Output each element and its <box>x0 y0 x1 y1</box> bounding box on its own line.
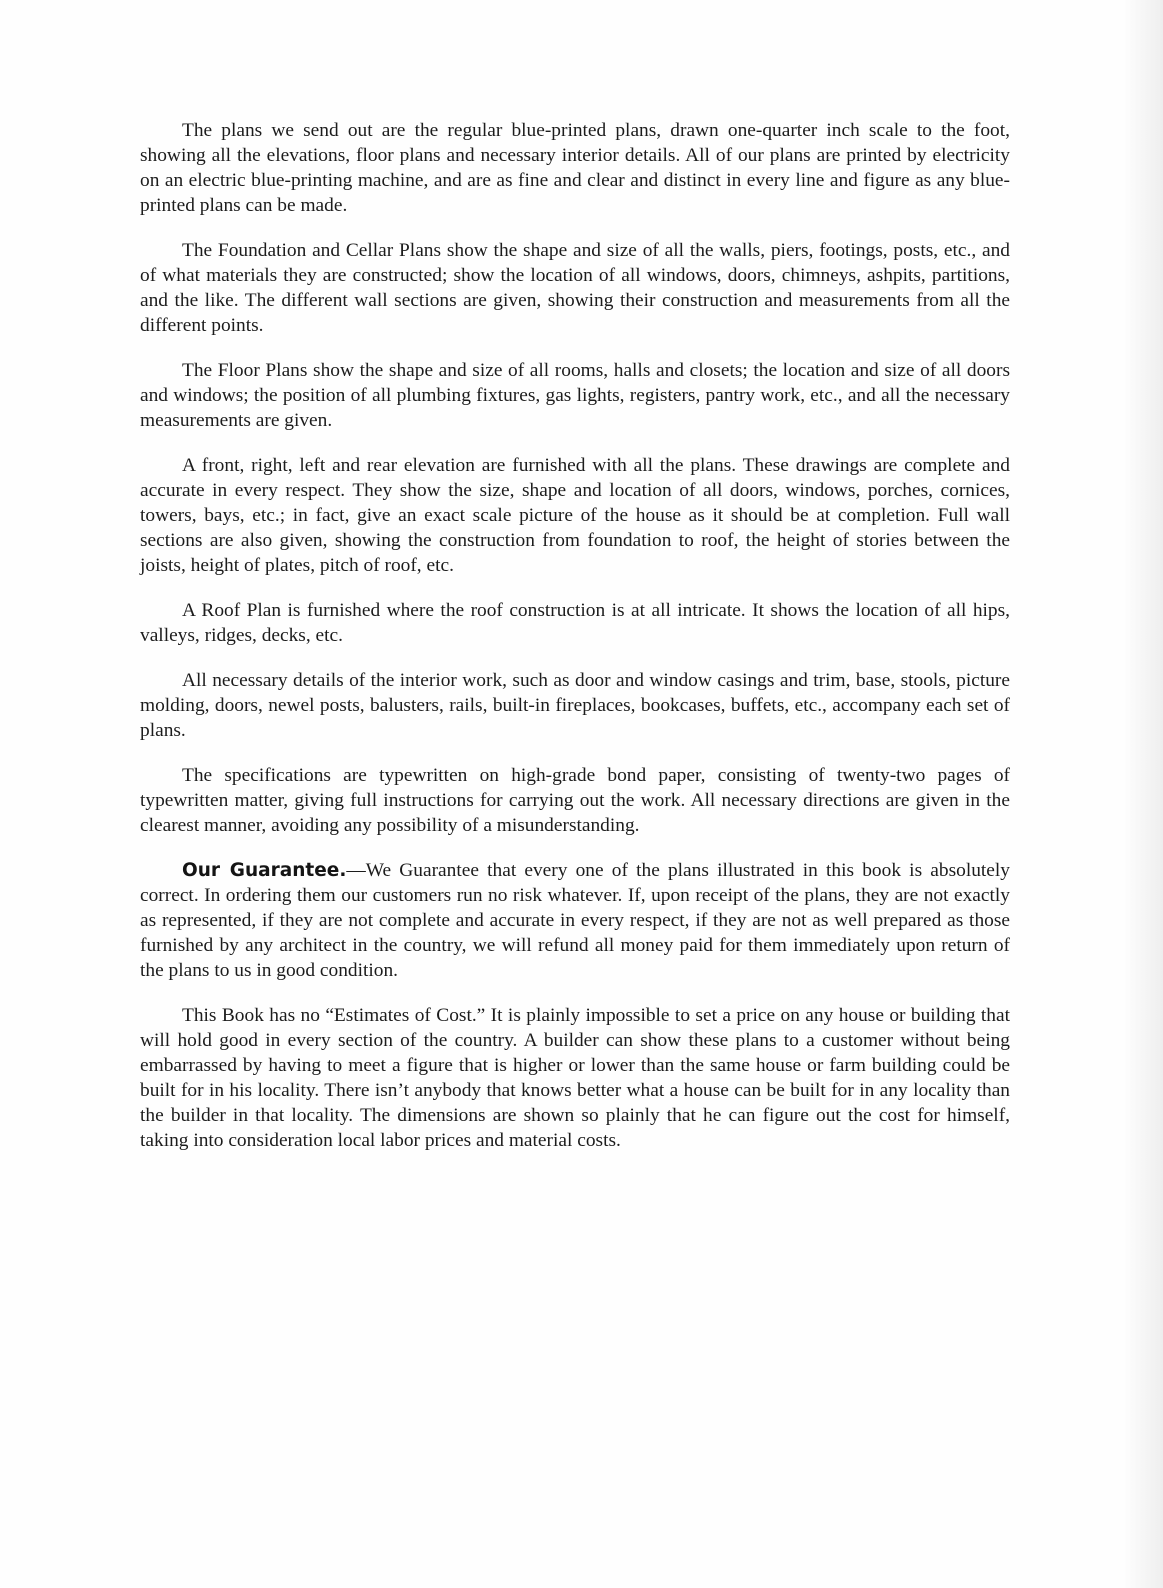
guarantee-text: —We Guarantee that every one of the plans illustrated in this book is absolutely correct. In ordering them our customers run no risk whatever. If, upon receipt of the plans, they are not exactly as represented, if they are not complete and accurate in every respect, if they are not as well prepared as those furnished by any architect in the country, we will refund all money paid for them immediately upon return of the plans to us in good condition. <box>140 860 1010 981</box>
body-text <box>140 118 1010 1173</box>
page-edge-shadow <box>1123 0 1163 1588</box>
paragraph-foundation-plans: The Foundation and Cellar Plans show the shape and size of all the walls, piers, footings, posts, etc., and of what materials they are constructed; show the location of all windows, doors, chimneys, ashpits, partitions, and the like. The different wall sections are given, showing their construction and measurements from all the different points. <box>140 240 1010 336</box>
paragraph-floor-plans: The Floor Plans show the shape and size of all rooms, halls and closets; the location and size of all doors and windows; the position of all plumbing fixtures, gas lights, registers, pantry work, etc., and all the necessary measurements are given. <box>140 360 1010 431</box>
paragraph-estimates: This Book has no “Estimates of Cost.” It is plainly impossible to set a price on any house or building that will hold good in every section of the country. A builder can show these plans to a customer without being embarrassed by having to meet a figure that is higher or lower than the same house or farm building could be built for in his locality. There isn’t anybody that knows better what a house can be built for in any locality than the builder in that locality. The dimensions are shown so plainly that he can figure out the cost for himself, taking into consideration local labor prices and material costs. <box>140 1005 1010 1151</box>
paragraph-interior-details: All necessary details of the interior work, such as door and window casings and trim, base, stools, picture molding, doors, newel posts, balusters, rails, built-in fireplaces, bookcases, buffets, etc., accompany each set of plans. <box>140 670 1010 741</box>
paragraph-blueprints: The plans we send out are the regular blue-printed plans, drawn one-quarter inch scale to the foot, showing all the elevations, floor plans and necessary interior details. All of our plans are printed by electricity on an electric blue-printing machine, and are as fine and clear and distinct in every line and figure as any blue-printed plans can be made. <box>140 120 1010 216</box>
paragraph-roof-plan: A Roof Plan is furnished where the roof construction is at all intricate. It shows the location of all hips, valleys, ridges, decks, etc. <box>140 600 1010 646</box>
guarantee-heading: Our Guarantee. <box>182 860 347 881</box>
paragraph-elevations: A front, right, left and rear elevation are furnished with all the plans. These drawings are complete and accurate in every respect. They show the size, shape and location of all doors, windows, porches, cornices, towers, bays, etc.; in fact, give an exact scale picture of the house as it should be at completion. Full wall sections are also given, showing the construction from foundation to roof, the height of stories between the joists, height of plates, pitch of roof, etc. <box>140 455 1010 576</box>
paragraph-specifications: The specifications are typewritten on high-grade bond paper, consisting of twenty-two pages of typewritten matter, giving full instructions for carrying out the work. All necessary directions are given in the clearest manner, avoiding any possibility of a misunderstanding. <box>140 765 1010 836</box>
paragraph-guarantee <box>140 858 1010 983</box>
